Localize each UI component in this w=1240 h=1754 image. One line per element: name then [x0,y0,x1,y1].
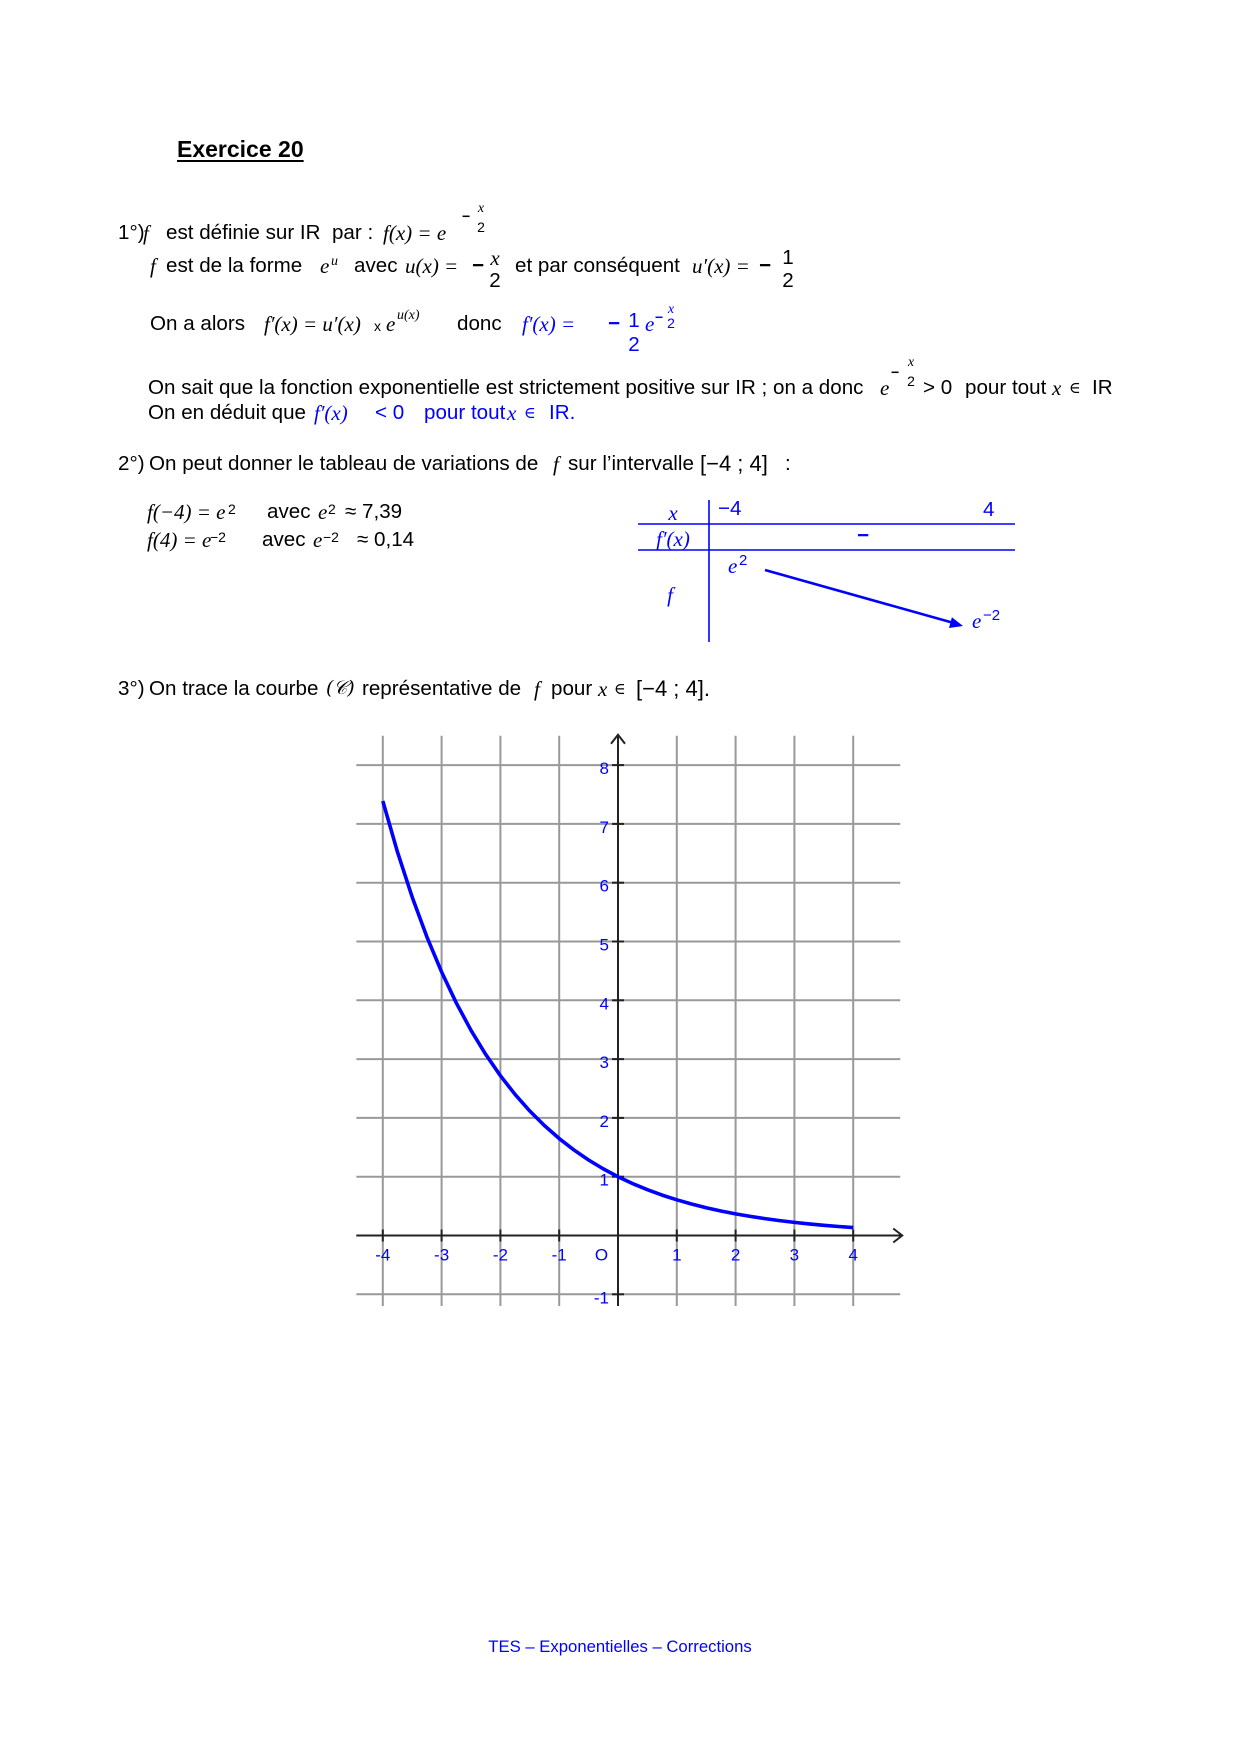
math-e: e [386,311,396,336]
pour-text: pour [551,676,593,700]
table-f-start-exponent: 2 [739,552,748,569]
decreasing-arrow [765,570,952,623]
table-derivative-label: f′(x) [656,526,690,551]
set-reals: IR. [549,400,576,424]
avec-text: avec [267,499,311,523]
element-of-symbol: ∈ [614,681,626,698]
page-footer: TES – Exponentielles – Corrections [488,1637,752,1656]
arrow-head-icon [949,617,963,628]
times-sign: x [374,318,381,334]
exercise-title: Exercice 20 [177,136,304,162]
minus-sign: − [472,253,485,277]
exponent: −2 [210,529,226,545]
set-reals: IR [1092,375,1113,399]
value-at-minus-4: f(−4) = e [147,499,226,524]
x-tick-label: 1 [672,1245,682,1265]
fraction-denominator: 2 [782,268,794,292]
function-graph [340,720,940,1330]
approximation: ≈ 7,39 [345,499,403,523]
y-tick-label: 6 [599,876,609,896]
y-tick-label: 5 [599,935,609,955]
math-x: x [598,676,608,701]
x-tick-label: 4 [848,1245,858,1265]
table-x-label: x [668,500,678,525]
interval: [−4 ; 4]. [636,675,710,701]
element-of-symbol: ∈ [524,405,536,422]
donc-text: donc [457,311,502,335]
exponent-denominator: 2 [477,219,485,235]
function-definition: f(x) = e [383,220,447,245]
u-prime-definition: u′(x) = [692,253,750,278]
derivative-sign-result: f′(x) [314,400,348,425]
interval-text: sur l’intervalle [568,451,694,475]
y-tick-label: 8 [599,759,609,779]
math-e: e [645,311,655,336]
math-f: f [150,253,156,278]
minus-sign: − [608,311,621,335]
definition-text: est définie sur IR par : [166,220,374,244]
table-f-label: f [667,582,673,607]
x-tick-label: -3 [434,1245,450,1265]
table-intro-text: On peut donner le tableau de variations de [149,451,539,475]
question-number: 3°) [118,676,145,700]
table-f-start-base: e [728,553,738,578]
then-text: On a alors [150,311,246,335]
x-tick-label: -2 [492,1245,508,1265]
math-x: x [507,400,517,425]
minus-sign: − [759,253,772,277]
exponent-numerator: x [907,355,915,370]
inequality: < 0 [375,400,405,424]
fraction-numerator: 1 [628,308,640,332]
fraction-numerator: x [490,245,500,270]
table-derivative-sign: − [856,524,870,547]
approximation: ≈ 0,14 [357,527,415,551]
derivative-result: f′(x) = [522,311,576,336]
avec-text: avec [354,253,398,277]
exponent: 2 [228,501,236,517]
math-e: e [320,253,330,278]
math-e-exponent: u(x) [397,308,420,323]
u-definition: u(x) = [405,253,459,278]
avec-text: avec [262,527,306,551]
exponent-minus: − [462,208,471,224]
for-all-text: pour tout [965,375,1047,399]
math-e: e [318,499,328,524]
y-tick-label: -1 [593,1288,609,1308]
y-tick-label: 1 [599,1170,609,1190]
y-tick-label: 3 [599,1053,609,1073]
colon: : [785,451,791,475]
x-tick-label: -4 [375,1245,391,1265]
math-e: e [880,375,890,400]
question-number: 1°) [118,220,145,244]
math-f: f [143,220,149,245]
fraction-denominator: 2 [489,268,501,292]
exponent-denominator: 2 [907,373,915,389]
origin-label: O [594,1245,609,1265]
y-tick-label: 7 [599,817,609,837]
table-x-end: 4 [983,498,995,521]
table-f-end-exponent: −2 [983,607,1001,624]
fraction-numerator: 1 [782,245,794,269]
table-x-start: −4 [718,496,742,520]
table-f-end-base: e [972,608,982,633]
consequence-text: et par conséquent [515,253,680,277]
math-e: e [313,527,323,552]
derivative-formula: f′(x) = u′(x) [264,311,361,336]
curve-name: (𝒞) [326,677,355,699]
x-tick-label: 2 [730,1245,741,1265]
fraction-denominator: 2 [628,332,640,356]
y-tick-label: 4 [599,994,609,1014]
positivity-text: On sait que la fonction exponentielle est strictement positive sur IR ; on a donc [148,375,864,399]
exponent-minus: − [655,309,664,325]
exponent-minus: − [891,364,900,380]
exponent-numerator: x [477,201,485,216]
exponent: −2 [323,529,339,545]
math-x: x [1052,375,1062,400]
math-f: f [553,451,559,476]
math-u-exponent: u [331,254,338,269]
element-of-symbol: ∈ [1069,380,1081,397]
curve-intro-text: On trace la courbe [149,676,319,700]
value-at-4: f(4) = e [147,527,212,552]
representative-text: représentative de [362,676,522,700]
deduction-text: On en déduit que [148,400,307,424]
exponent-denominator: 2 [667,315,675,331]
form-text: est de la forme [166,253,303,277]
inequality: > 0 [923,375,953,399]
x-tick-label: 3 [789,1245,800,1265]
x-tick-label: -1 [551,1245,567,1265]
math-f: f [534,676,540,701]
interval: [−4 ; 4] [700,450,768,476]
for-all-text: pour tout [424,400,506,424]
exponent: 2 [328,501,336,517]
question-number: 2°) [118,451,145,475]
y-tick-label: 2 [599,1111,609,1131]
exponent-numerator: x [667,302,675,317]
